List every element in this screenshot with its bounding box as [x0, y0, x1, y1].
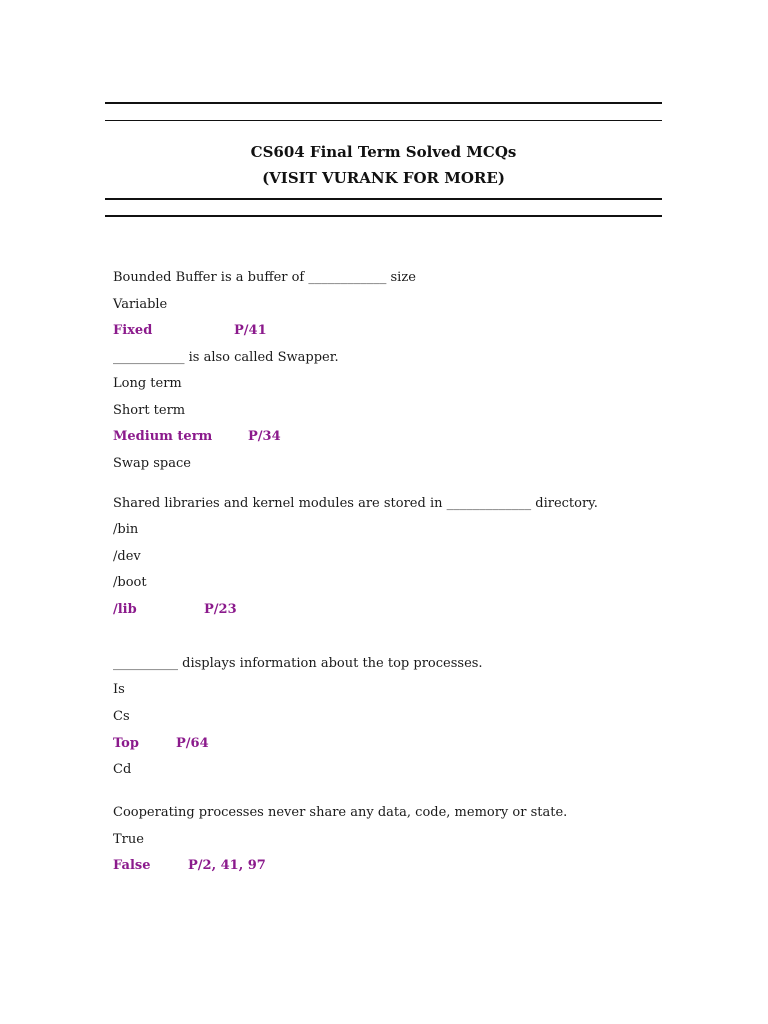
top-rule-thick [105, 102, 662, 104]
question-text: Shared libraries and kernel modules are stored in _____________ directory. [113, 496, 598, 511]
option: /bin [113, 522, 139, 537]
option: Swap space [113, 456, 191, 471]
page-reference: P/64 [176, 736, 209, 751]
page-reference: P/41 [234, 323, 267, 338]
page-reference: P/2, 41, 97 [188, 858, 266, 873]
page-subtitle: (VISIT VURANK FOR MORE) [262, 169, 505, 187]
option: Cs [113, 709, 130, 724]
option: Short term [113, 403, 186, 418]
correct-answer: /lib [113, 602, 137, 617]
option: /dev [113, 549, 141, 564]
page-reference: P/34 [248, 429, 281, 444]
option: Variable [113, 297, 168, 312]
correct-answer: Fixed [113, 323, 153, 338]
option: /boot [113, 575, 147, 590]
top-rule-thin [105, 120, 662, 121]
question-text: Cooperating processes never share any data, code, memory or state. [113, 805, 568, 820]
option: Is [113, 682, 125, 697]
page-reference: P/23 [204, 602, 237, 617]
correct-answer: False [113, 858, 151, 873]
option: Long term [113, 376, 182, 391]
question-text: Bounded Buffer is a buffer of ____________ size [113, 270, 416, 285]
correct-answer: Top [113, 736, 139, 751]
option: Cd [113, 762, 132, 777]
question-text: ___________ is also called Swapper. [113, 350, 339, 365]
correct-answer: Medium term [113, 429, 213, 444]
bottom-rule-thick [105, 198, 662, 200]
question-text: __________ displays information about the top processes. [113, 656, 483, 671]
option: True [113, 832, 144, 847]
bottom-rule-thick-2 [105, 215, 662, 217]
page-title: CS604 Final Term Solved MCQs [250, 143, 517, 161]
